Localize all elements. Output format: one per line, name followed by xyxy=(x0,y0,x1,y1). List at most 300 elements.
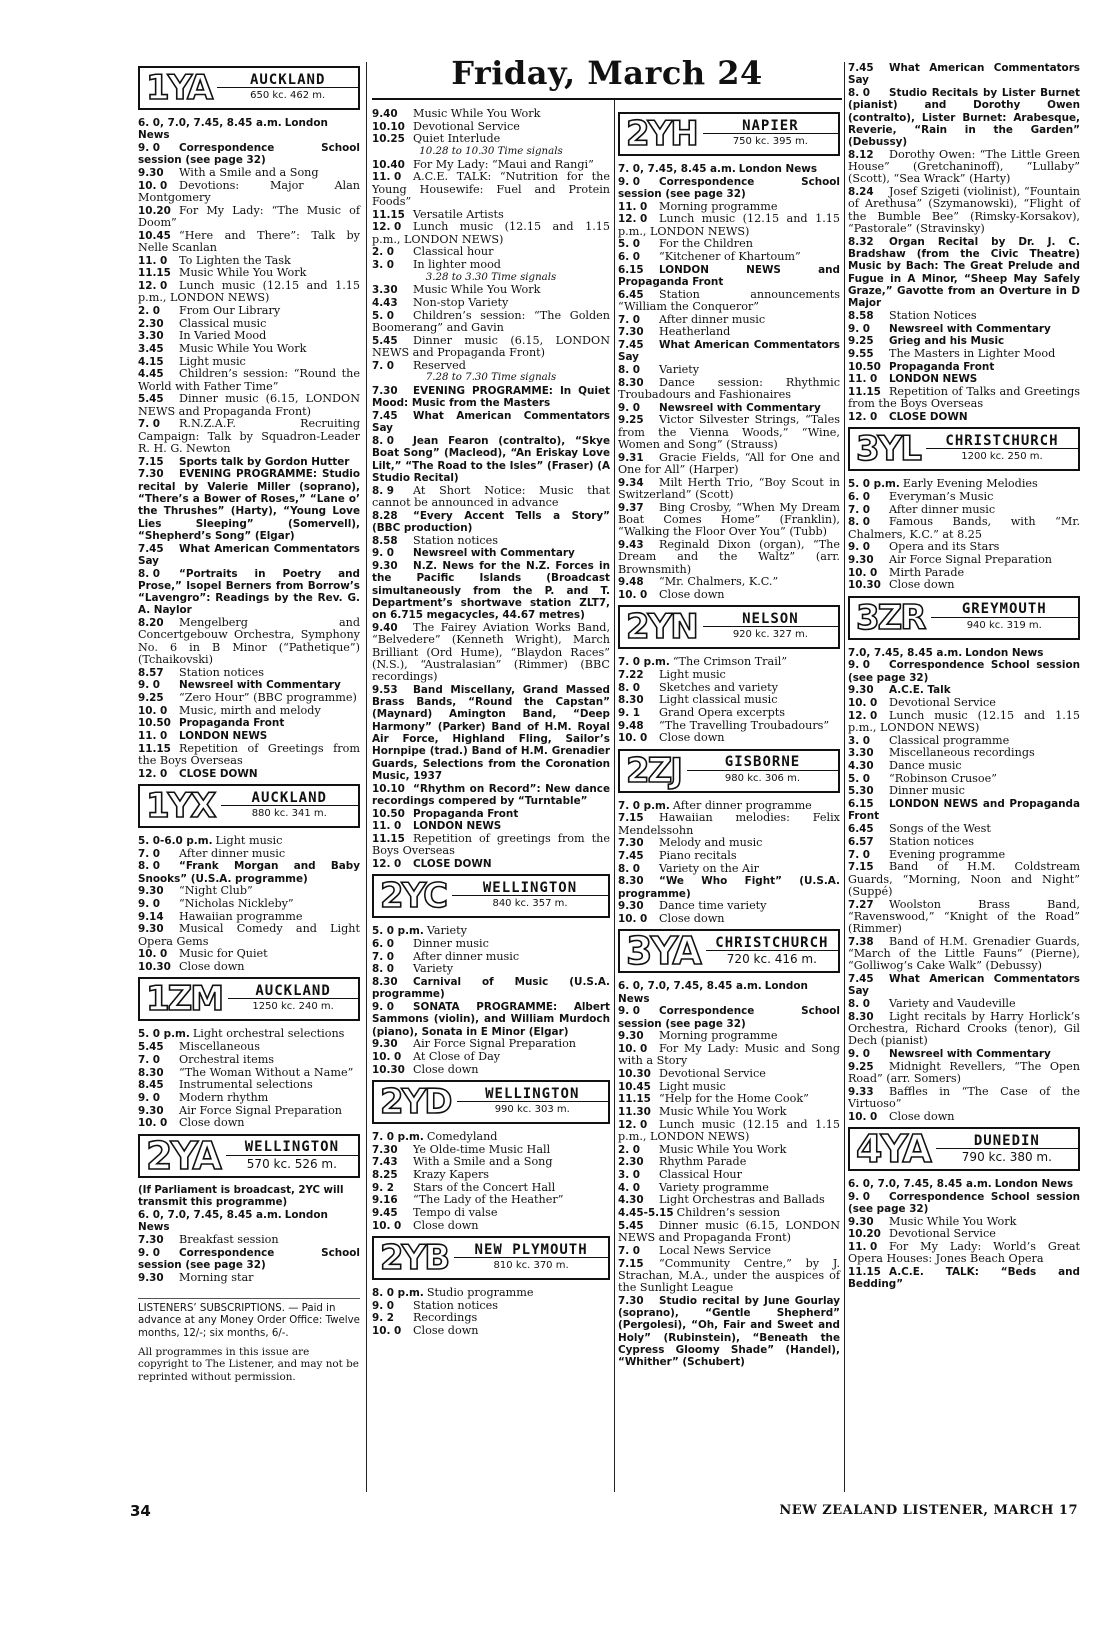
entry-description: Close down xyxy=(659,912,725,926)
entry-time: 7.30 xyxy=(618,1294,644,1307)
entry-time: 6.15 xyxy=(848,798,874,811)
programme-entry xyxy=(618,1106,840,1118)
entry-time: 10.30 xyxy=(618,1067,651,1080)
entry-description: Famous Bands, with “Mr. Chalmers, K.C.” at 8.25 xyxy=(848,515,1080,541)
programme-entry xyxy=(618,264,840,289)
entry-time: 7.0, 7.45, 8.45 a.m. xyxy=(848,646,963,659)
station-frequency: 810 kc. 370 m. xyxy=(493,1260,569,1272)
entry-description: CLOSE DOWN xyxy=(889,411,968,423)
entry-description: CLOSE DOWN xyxy=(179,767,258,780)
programme-entry xyxy=(618,732,840,744)
entry-description: What American Commentators Say xyxy=(372,410,610,435)
entry-time: 10. 0 xyxy=(848,566,878,579)
entry-time: 7. 0 xyxy=(618,313,641,326)
entry-time: 10.40 xyxy=(372,158,405,171)
entry-description: Heatherland xyxy=(659,325,731,339)
entry-time: 9.31 xyxy=(618,451,644,464)
entry-time: 6. 0, 7.0, 7.45, 8.45 a.m. xyxy=(138,1209,282,1222)
programme-entry xyxy=(848,1011,1080,1048)
programme-entry xyxy=(138,280,360,305)
station-info xyxy=(687,756,838,785)
entry-time: 10. 0 xyxy=(618,732,648,745)
programme-entry xyxy=(372,1064,610,1076)
entry-description: Correspondence School session (see page 32) xyxy=(138,1246,360,1272)
programme-entry xyxy=(848,647,1080,659)
station-info xyxy=(703,610,838,642)
column-3 xyxy=(618,108,840,1369)
station-info xyxy=(703,117,838,149)
entry-time: 8.28 xyxy=(372,509,398,522)
programme-entry xyxy=(372,510,610,535)
programme-entry xyxy=(372,385,610,410)
programme-entry xyxy=(372,547,610,559)
entry-description: “Every Accent Tells a Story” (BBC production) xyxy=(372,509,610,534)
entry-description: Station notices xyxy=(413,1298,499,1312)
programme-entry xyxy=(138,1209,360,1234)
entry-time: 2.30 xyxy=(138,317,164,330)
programme-entry xyxy=(372,976,610,1001)
programme-entry xyxy=(372,560,610,621)
programme-entry xyxy=(618,837,840,849)
station-city: CHRISTCHURCH xyxy=(706,937,838,951)
entry-time: 8. 0 xyxy=(848,86,871,99)
programme-entry xyxy=(618,669,840,681)
programme-entry xyxy=(138,885,360,897)
entry-description: Propaganda Front xyxy=(413,807,519,820)
station-frequency: 750 kc. 395 m. xyxy=(732,136,808,147)
entry-description: Dance time variety xyxy=(659,899,767,913)
page-number: 34 xyxy=(130,1502,151,1520)
entry-time: 8.30 xyxy=(618,875,644,888)
entry-description: Correspondence School session (see page 32) xyxy=(138,141,360,167)
programme-entry xyxy=(372,1169,610,1181)
entry-time: 8.20 xyxy=(138,617,164,630)
programme-entry xyxy=(618,314,840,326)
programme-entry xyxy=(848,684,1080,696)
programme-entry xyxy=(372,209,610,221)
entry-time: 7. 0 xyxy=(372,359,395,372)
entry-time: 8. 9 xyxy=(372,484,395,497)
entry-description: R.N.Z.A.F. Recruiting Campaign: Talk by Squadron-Leader R. H. G. Newton xyxy=(138,417,360,455)
entry-description: For My Lady: “Maui and Rangi” xyxy=(413,157,594,171)
programme-entry xyxy=(138,730,360,742)
entry-description: Variety xyxy=(413,962,454,976)
entry-time: 9.43 xyxy=(618,538,644,551)
entry-time: 2. 0 xyxy=(138,304,161,317)
entry-time: 6.57 xyxy=(848,835,874,848)
entry-description: The Fairey Aviation Works Band, “Belvedere” (Kenneth Wright), March Brilliant (Ord Hume), “Blaydon Races” (N.S.), “Australasian” (Rimmer) (BBC recordings) xyxy=(372,620,610,684)
entry-time: 9.30 xyxy=(618,1030,644,1043)
entry-description: A.C.E. TALK: “Nutrition for the Young Housewife: Fuel and Protein Foods” xyxy=(372,170,610,209)
programme-entry xyxy=(372,684,610,782)
entry-time: 9. 0 xyxy=(618,1005,641,1018)
station-logo: 4YA xyxy=(856,1126,930,1171)
programme-entry xyxy=(138,898,360,910)
entry-time: 10. 0 xyxy=(618,1042,648,1055)
entry-description: Lunch music (12.15 and 1.15 p.m., LONDON NEWS) xyxy=(618,1117,840,1144)
programme-entry xyxy=(138,568,360,617)
entry-description: Station notices xyxy=(179,665,265,679)
station-city: WELLINGTON xyxy=(226,1141,358,1155)
entry-description: What American Commentators Say xyxy=(848,973,1080,998)
programme-entry xyxy=(138,456,360,468)
programme-entry xyxy=(138,318,360,330)
programme-entry xyxy=(618,1119,840,1144)
entry-time: 8.32 xyxy=(848,235,874,248)
entry-description: Band Miscellany, Grand Massed Brass Bands, “Round the Capstan” (Maynard) Amington Band, “Deep Harmony” (Parker) Band of H.M. Royal Air Force, Highland Fling, Sailor’s Hornpipe (trad.) Band of H.M. Grenadier Guards, Selections from the Coronation Music, 1937 xyxy=(372,683,610,782)
entry-time: 9. 0 xyxy=(138,679,161,692)
entry-time: 2.30 xyxy=(618,1156,644,1169)
station-frequency: 720 kc. 416 m. xyxy=(726,952,817,967)
entry-time: 8. 0 xyxy=(372,963,395,976)
programme-entry xyxy=(372,146,610,158)
station-header xyxy=(138,66,360,110)
entry-time: 9.25 xyxy=(848,1060,874,1073)
entry-time: 7. 0 p.m. xyxy=(618,656,670,669)
station-logo: 2YD xyxy=(380,1081,451,1122)
entry-description: For My Lady: “The Music of Doom” xyxy=(138,203,360,229)
entry-description: Correspondence School session (see page 32) xyxy=(618,175,840,200)
entry-time: 8.57 xyxy=(138,666,164,679)
entry-time: 9.25 xyxy=(618,414,644,427)
programme-entry xyxy=(848,236,1080,310)
entry-time: 2. 0 xyxy=(618,1143,641,1156)
entry-description: Devotional Service xyxy=(659,1066,766,1080)
station-header xyxy=(372,1236,610,1280)
entry-description: Light music xyxy=(215,834,283,848)
entry-description: Tempo di valse xyxy=(413,1206,498,1220)
station-logo: 2ZJ xyxy=(626,750,681,791)
entry-description: “Mr. Chalmers, K.C.” xyxy=(659,575,779,589)
entry-description: Dorothy Owen: “The Little Green House” (Gretchaninoff), “Lullaby” (Scott), “Sea Wrack” (Harty) xyxy=(848,147,1080,186)
entry-description: Reginald Dixon (organ), “The Dream and the Waltz” (arr. Brownsmith) xyxy=(618,537,840,576)
entry-time: 10.25 xyxy=(372,133,405,146)
programme-entry xyxy=(372,808,610,820)
entry-description: Newsreel with Commentary xyxy=(179,679,341,692)
entry-time: 9.25 xyxy=(848,335,874,348)
entry-time: 9. 2 xyxy=(372,1312,395,1325)
entry-time: 9. 1 xyxy=(618,706,641,719)
programme-entry xyxy=(848,659,1080,684)
programme-entry xyxy=(618,1295,840,1369)
programme-entry xyxy=(138,617,360,666)
entry-time: 9.30 xyxy=(372,560,398,573)
entry-description: Correspondence School session (see page 32) xyxy=(848,1190,1080,1215)
entry-time: 7. 0 p.m. xyxy=(372,1130,424,1143)
entry-description: Newsreel with Commentary xyxy=(889,1048,1051,1061)
entry-description: Reserved xyxy=(413,358,466,372)
programme-entry xyxy=(848,411,1080,423)
entry-description: Variety and Vaudeville xyxy=(889,997,1016,1011)
programme-entry xyxy=(138,667,360,679)
entry-description: Orchestral items xyxy=(179,1052,275,1066)
entry-description: At Short Notice: Music that cannot be announced in advance xyxy=(372,483,610,510)
programme-entry xyxy=(372,1312,610,1324)
entry-description: 3.28 to 3.30 Time signals xyxy=(425,271,557,283)
programme-entry xyxy=(618,1043,840,1068)
programme-entry xyxy=(372,1038,610,1050)
programme-entry xyxy=(372,1194,610,1206)
programme-entry xyxy=(138,543,360,568)
programme-entry xyxy=(618,682,840,694)
entry-time: 11. 0 xyxy=(138,730,168,743)
station-city: NAPIER xyxy=(703,120,838,134)
entry-description: Band of H.M. Grenadier Guards, “March of the Little Fauns” (Pierne), “Golliwog’s Cake Walk” (Debussy) xyxy=(848,934,1080,973)
programme-entry xyxy=(848,186,1080,235)
programme-entry xyxy=(618,289,840,314)
entry-time: 9. 0 xyxy=(848,541,871,554)
entry-description: Dance session: Rhythmic Troubadours and Fashionaires xyxy=(618,375,840,402)
entry-description: Children’s session: “Round the World with Father Time” xyxy=(138,367,360,393)
programme-entry xyxy=(372,410,610,435)
entry-description: Lunch music (12.15 and 1.15 p.m., LONDON NEWS) xyxy=(618,212,840,238)
entry-description: Local News Service xyxy=(659,1243,771,1257)
entry-time: 8.30 xyxy=(372,975,398,988)
entry-time: 9.16 xyxy=(372,1194,398,1207)
entry-time: 9.30 xyxy=(138,1104,164,1117)
programme-entry xyxy=(848,335,1080,347)
programme-entry xyxy=(848,1266,1080,1291)
entry-time: 6.15 xyxy=(618,263,644,276)
entry-time: 7.30 xyxy=(372,1143,398,1156)
entry-time: 9.30 xyxy=(618,900,644,913)
entry-time: 5. 0 p.m. xyxy=(848,478,900,491)
entry-description: Hawaiian melodies: Felix Mendelssohn xyxy=(618,811,840,837)
entry-time: 10. 0 xyxy=(618,913,648,926)
programme-entry xyxy=(618,980,840,1005)
entry-time: 9.30 xyxy=(138,885,164,898)
entry-description: Lunch music (12.15 and 1.15 p.m., LONDON NEWS) xyxy=(372,220,610,246)
entry-description: Mengelberg and Concertgebouw Orchestra, Symphony No. 6 in B Minor (“Pathetique”) (Tchaikovski) xyxy=(138,616,360,666)
programme-entry xyxy=(618,414,840,451)
entry-time: 8.25 xyxy=(372,1168,398,1181)
programme-entry xyxy=(848,697,1080,709)
entry-time: 7. 0 xyxy=(138,847,161,860)
entry-time: 11.15 xyxy=(848,386,881,399)
entry-description: Evening programme xyxy=(889,847,1006,861)
entry-time: 10.45 xyxy=(618,1080,651,1093)
programme-entry xyxy=(618,1081,840,1093)
entry-description: Light orchestral selections xyxy=(192,1027,345,1041)
entry-description: Station Notices xyxy=(889,308,977,322)
entry-time: 5.45 xyxy=(138,393,164,406)
programme-entry xyxy=(848,1048,1080,1060)
station-info xyxy=(217,71,358,103)
entry-description: London News xyxy=(138,117,328,142)
station-note: (If Parliament is broadcast, 2YC will transmit this programme) xyxy=(138,1184,344,1208)
station-info xyxy=(706,937,838,966)
entry-description: Music While You Work xyxy=(413,283,541,297)
entry-time: 9.30 xyxy=(848,1215,874,1228)
programme-entry xyxy=(618,326,840,338)
entry-description: Dinner music xyxy=(413,936,489,950)
entry-time: 7.43 xyxy=(372,1156,398,1169)
entry-time: 7.15 xyxy=(848,861,874,874)
entry-time: 9. 0 xyxy=(372,1000,395,1013)
entry-description: Lunch music (12.15 and 1.15 p.m., LONDON NEWS) xyxy=(138,278,360,305)
entry-description: Musical Comedy and Light Opera Gems xyxy=(138,922,360,948)
entry-description: Dinner music (6.15, LONDON NEWS and Propaganda Front) xyxy=(138,392,360,418)
programme-entry xyxy=(372,221,610,246)
entry-time: 12. 0 xyxy=(848,709,878,722)
station-logo: 2YC xyxy=(380,876,447,917)
station-logo: 2YA xyxy=(146,1133,220,1178)
entry-description: Propaganda Front xyxy=(889,360,995,373)
programme-entry xyxy=(618,1194,840,1206)
entry-time: 9.37 xyxy=(618,501,644,514)
entry-time: 8.45 xyxy=(138,1079,164,1092)
entry-description: Close down xyxy=(179,960,245,974)
entry-description: Jean Fearon (contralto), “Skye Boat Song” (Macleod), “An Eriskay Love Lilt,” “The Road to the Isles” (Fraser) (A Studio Recital) xyxy=(372,435,610,485)
entry-description: Studio recital by June Gourlay (soprano), “Gentle Shepherd” (Pergolesi), “Oh, Fair and Sweet and Holy” (Rubinstein), “Beneath the Cypress Gloomy Shade” (Handel), “Whither” (Schubert) xyxy=(618,1294,840,1369)
programme-entry xyxy=(848,323,1080,335)
programme-entry xyxy=(138,267,360,279)
station-logo: 3ZR xyxy=(856,597,925,638)
entry-time: 8. 0 xyxy=(372,435,395,448)
programme-entry xyxy=(372,833,610,858)
station-logo: 3YA xyxy=(626,929,700,974)
entry-time: 6. 0 xyxy=(848,490,871,503)
programme-entry xyxy=(372,1300,610,1312)
programme-entry xyxy=(848,541,1080,553)
programme-entry xyxy=(138,142,360,167)
entry-time: 8.30 xyxy=(618,694,644,707)
programme-entry xyxy=(618,1156,840,1168)
column-divider xyxy=(366,62,367,1492)
programme-entry xyxy=(138,1067,360,1079)
entry-time: 9. 2 xyxy=(372,1181,395,1194)
entry-time: 6.45 xyxy=(618,288,644,301)
entry-description: “The Lady of the Heather” xyxy=(413,1193,564,1207)
entry-description: Modern rhythm xyxy=(179,1090,269,1104)
entry-description: Light music xyxy=(659,667,726,681)
entry-description: London News xyxy=(618,980,808,1005)
programme-entry xyxy=(138,911,360,923)
programme-entry xyxy=(372,121,610,133)
station-header xyxy=(848,1127,1080,1171)
programme-entry xyxy=(372,108,610,120)
station-city: WELLINGTON xyxy=(457,1088,609,1102)
entry-description: SONATA PROGRAMME: Albert Sammons (violin), and William Murdoch (piano), Sonata in E Minor (Elgar) xyxy=(372,1000,610,1038)
entry-description: “We Who Fight” (U.S.A. programme) xyxy=(618,875,840,900)
entry-time: 8. 0 p.m. xyxy=(372,1287,424,1300)
entry-description: Light music xyxy=(659,1079,726,1093)
programme-entry xyxy=(848,861,1080,898)
programme-entry xyxy=(618,364,840,376)
programme-entry xyxy=(848,87,1080,148)
programme-entry xyxy=(618,1220,840,1245)
programme-entry xyxy=(138,717,360,729)
programme-entry xyxy=(618,251,840,263)
entry-time: 7.45 xyxy=(848,62,874,74)
entry-time: 9. 0 xyxy=(848,1048,871,1061)
entry-description: Variety xyxy=(426,924,467,938)
copyright-notice: All programmes in this issue are copyright to The Listener, and may not be reprinted without permission. xyxy=(138,1346,359,1383)
programme-entry xyxy=(372,535,610,547)
entry-time: 9.14 xyxy=(138,910,164,923)
programme-entry xyxy=(372,963,610,975)
station-frequency: 920 kc. 327 m. xyxy=(732,629,808,641)
programme-entry xyxy=(618,863,840,875)
station-frequency: 790 kc. 380 m. xyxy=(961,1149,1052,1164)
entry-time: 9.40 xyxy=(372,108,398,120)
entry-time: 7.22 xyxy=(618,668,644,681)
entry-description: Dinner music xyxy=(889,784,965,798)
entry-time: 7. 0 p.m. xyxy=(618,799,670,812)
entry-time: 9.48 xyxy=(618,576,644,589)
station-logo: 2YH xyxy=(626,114,697,154)
entry-description: Close down xyxy=(889,578,955,592)
station-info xyxy=(926,435,1078,464)
entry-time: 9. 0 xyxy=(848,659,871,672)
programme-entry xyxy=(618,875,840,900)
entry-description: 7.28 to 7.30 Time signals xyxy=(425,372,557,384)
entry-time: 10. 0 xyxy=(848,1110,878,1123)
entry-description: Milt Herth Trio, “Boy Scout in Switzerland” (Scott) xyxy=(618,475,840,501)
programme-entry xyxy=(848,785,1080,797)
programme-entry xyxy=(618,238,840,250)
entry-description: Close down xyxy=(889,1109,955,1123)
entry-time: 3.45 xyxy=(138,343,164,356)
station-header xyxy=(372,874,610,918)
station-frequency: 840 kc. 357 m. xyxy=(492,898,568,910)
entry-time: 7. 0 xyxy=(138,418,161,431)
programme-entry xyxy=(848,554,1080,566)
entry-description: Variety on the Air xyxy=(659,861,760,875)
programme-entry xyxy=(138,255,360,267)
entry-time: 5. 0 xyxy=(372,309,395,322)
entry-description: Stars of the Concert Hall xyxy=(413,1180,556,1194)
entry-description: Devotional Service xyxy=(889,696,996,710)
entry-description: Recordings xyxy=(413,1311,478,1325)
entry-description: Baffles in “The Case of the Virtuoso” xyxy=(848,1084,1080,1110)
entry-time: 8.30 xyxy=(618,376,644,389)
programme-entry xyxy=(618,163,840,175)
programme-entry xyxy=(848,373,1080,385)
programme-entry xyxy=(618,377,840,402)
programme-entry xyxy=(848,836,1080,848)
station-city: DUNEDIN xyxy=(936,1135,1078,1149)
programme-entry xyxy=(138,418,360,455)
programme-entry xyxy=(618,1005,840,1030)
station-info xyxy=(221,789,359,821)
programme-entry xyxy=(848,310,1080,322)
entry-time: 5.30 xyxy=(848,785,874,798)
programme-entry xyxy=(138,167,360,179)
station-frequency: 570 kc. 526 m. xyxy=(246,1156,337,1171)
entry-time: 7.45 xyxy=(138,542,164,555)
programme-entry xyxy=(138,848,360,860)
entry-time: 7. 0 xyxy=(848,503,871,516)
programme-entry xyxy=(138,743,360,768)
entry-time: 6.45 xyxy=(848,823,874,836)
programme-entry xyxy=(618,900,840,912)
station-city: WELLINGTON xyxy=(452,882,608,896)
column-1 xyxy=(138,62,360,1383)
programme-entry xyxy=(618,539,840,576)
entry-description: Miscellaneous recordings xyxy=(889,746,1035,760)
entry-time: 6. 0, 7.0, 7.45, 8.45 a.m. xyxy=(138,117,282,129)
entry-description: “Zero Hour” (BBC programme) xyxy=(179,691,357,705)
programme-entry xyxy=(138,205,360,230)
entry-description: Opera and its Stars xyxy=(889,540,1000,554)
entry-description: Morning star xyxy=(179,1270,254,1284)
entry-description: “Rhythm on Record”: New dance recordings compered by “Turntable” xyxy=(372,782,610,807)
entry-time: 8.30 xyxy=(848,1010,874,1023)
station-header xyxy=(618,929,840,973)
entry-description: Midnight Revellers, “The Open Road” (arr. Somers) xyxy=(848,1059,1080,1085)
entry-time: 8. 0 xyxy=(848,516,871,529)
